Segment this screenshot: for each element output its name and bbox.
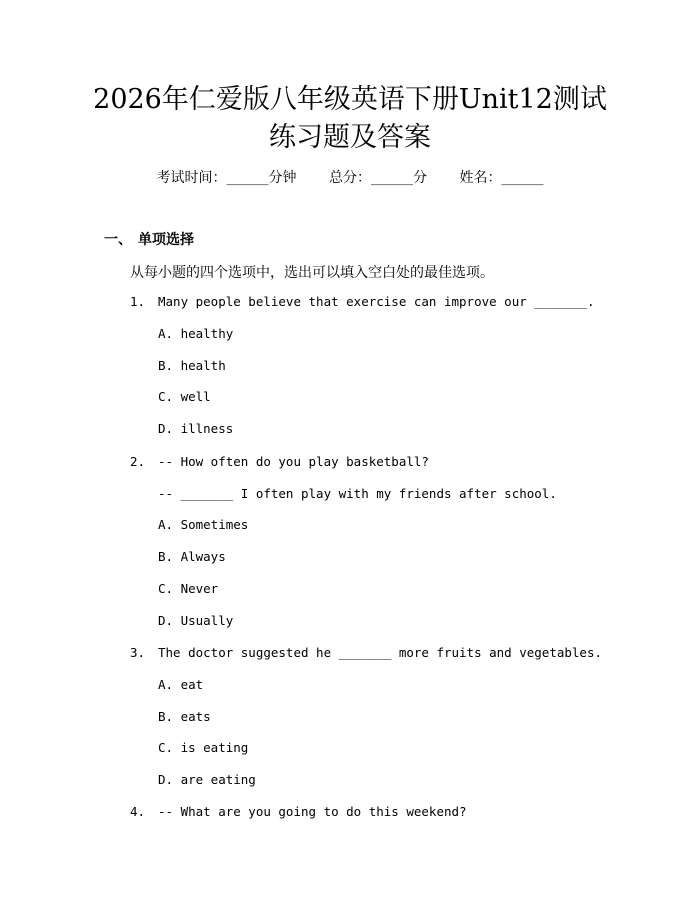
answer-option: B. Always (158, 549, 226, 564)
section-instructions: 从每小题的四个选项中，选出可以填入空白处的最佳选项。 (130, 265, 494, 281)
question-text: Many people believe that exercise can improve our _______. (158, 294, 595, 309)
answer-option: C. well (158, 389, 211, 404)
exam-info (0, 168, 700, 188)
question-number: 4. (130, 804, 146, 819)
section-heading (104, 229, 194, 249)
document-title-line-2: 练习题及答案 (269, 122, 431, 153)
answer-option: C. is eating (158, 740, 249, 755)
question-text: -- How often do you play basketball? (158, 454, 429, 469)
answer-option: A. healthy (158, 326, 234, 341)
question-text-response: -- _______ I often play with my friends after school. (158, 486, 557, 501)
question-text: The doctor suggested he _______ more fruits and vegetables. (158, 645, 603, 660)
answer-option: A. eat (158, 677, 204, 692)
answer-option: A. Sometimes (158, 517, 249, 532)
document-title-line-1: 2026年仁爱版八年级英语下册Unit12测试 (93, 84, 607, 115)
question-text: -- What are you going to do this weekend? (158, 804, 467, 819)
question-number: 1. (130, 294, 146, 309)
exam-time-field: 考试时间：______分钟 (156, 170, 297, 186)
section-title: 单项选择 (138, 232, 194, 248)
answer-option: B. health (158, 358, 226, 373)
total-score-field: 总分：______分 (329, 170, 427, 186)
answer-option: D. illness (158, 421, 234, 436)
answer-option: B. eats (158, 709, 211, 724)
question-number: 2. (130, 454, 146, 469)
student-name-field: 姓名：______ (459, 170, 544, 186)
answer-option: D. are eating (158, 772, 256, 787)
question-number: 3. (130, 645, 146, 660)
answer-option: D. Usually (158, 613, 234, 628)
answer-option: C. Never (158, 581, 219, 596)
section-number: 一、 (104, 232, 132, 248)
